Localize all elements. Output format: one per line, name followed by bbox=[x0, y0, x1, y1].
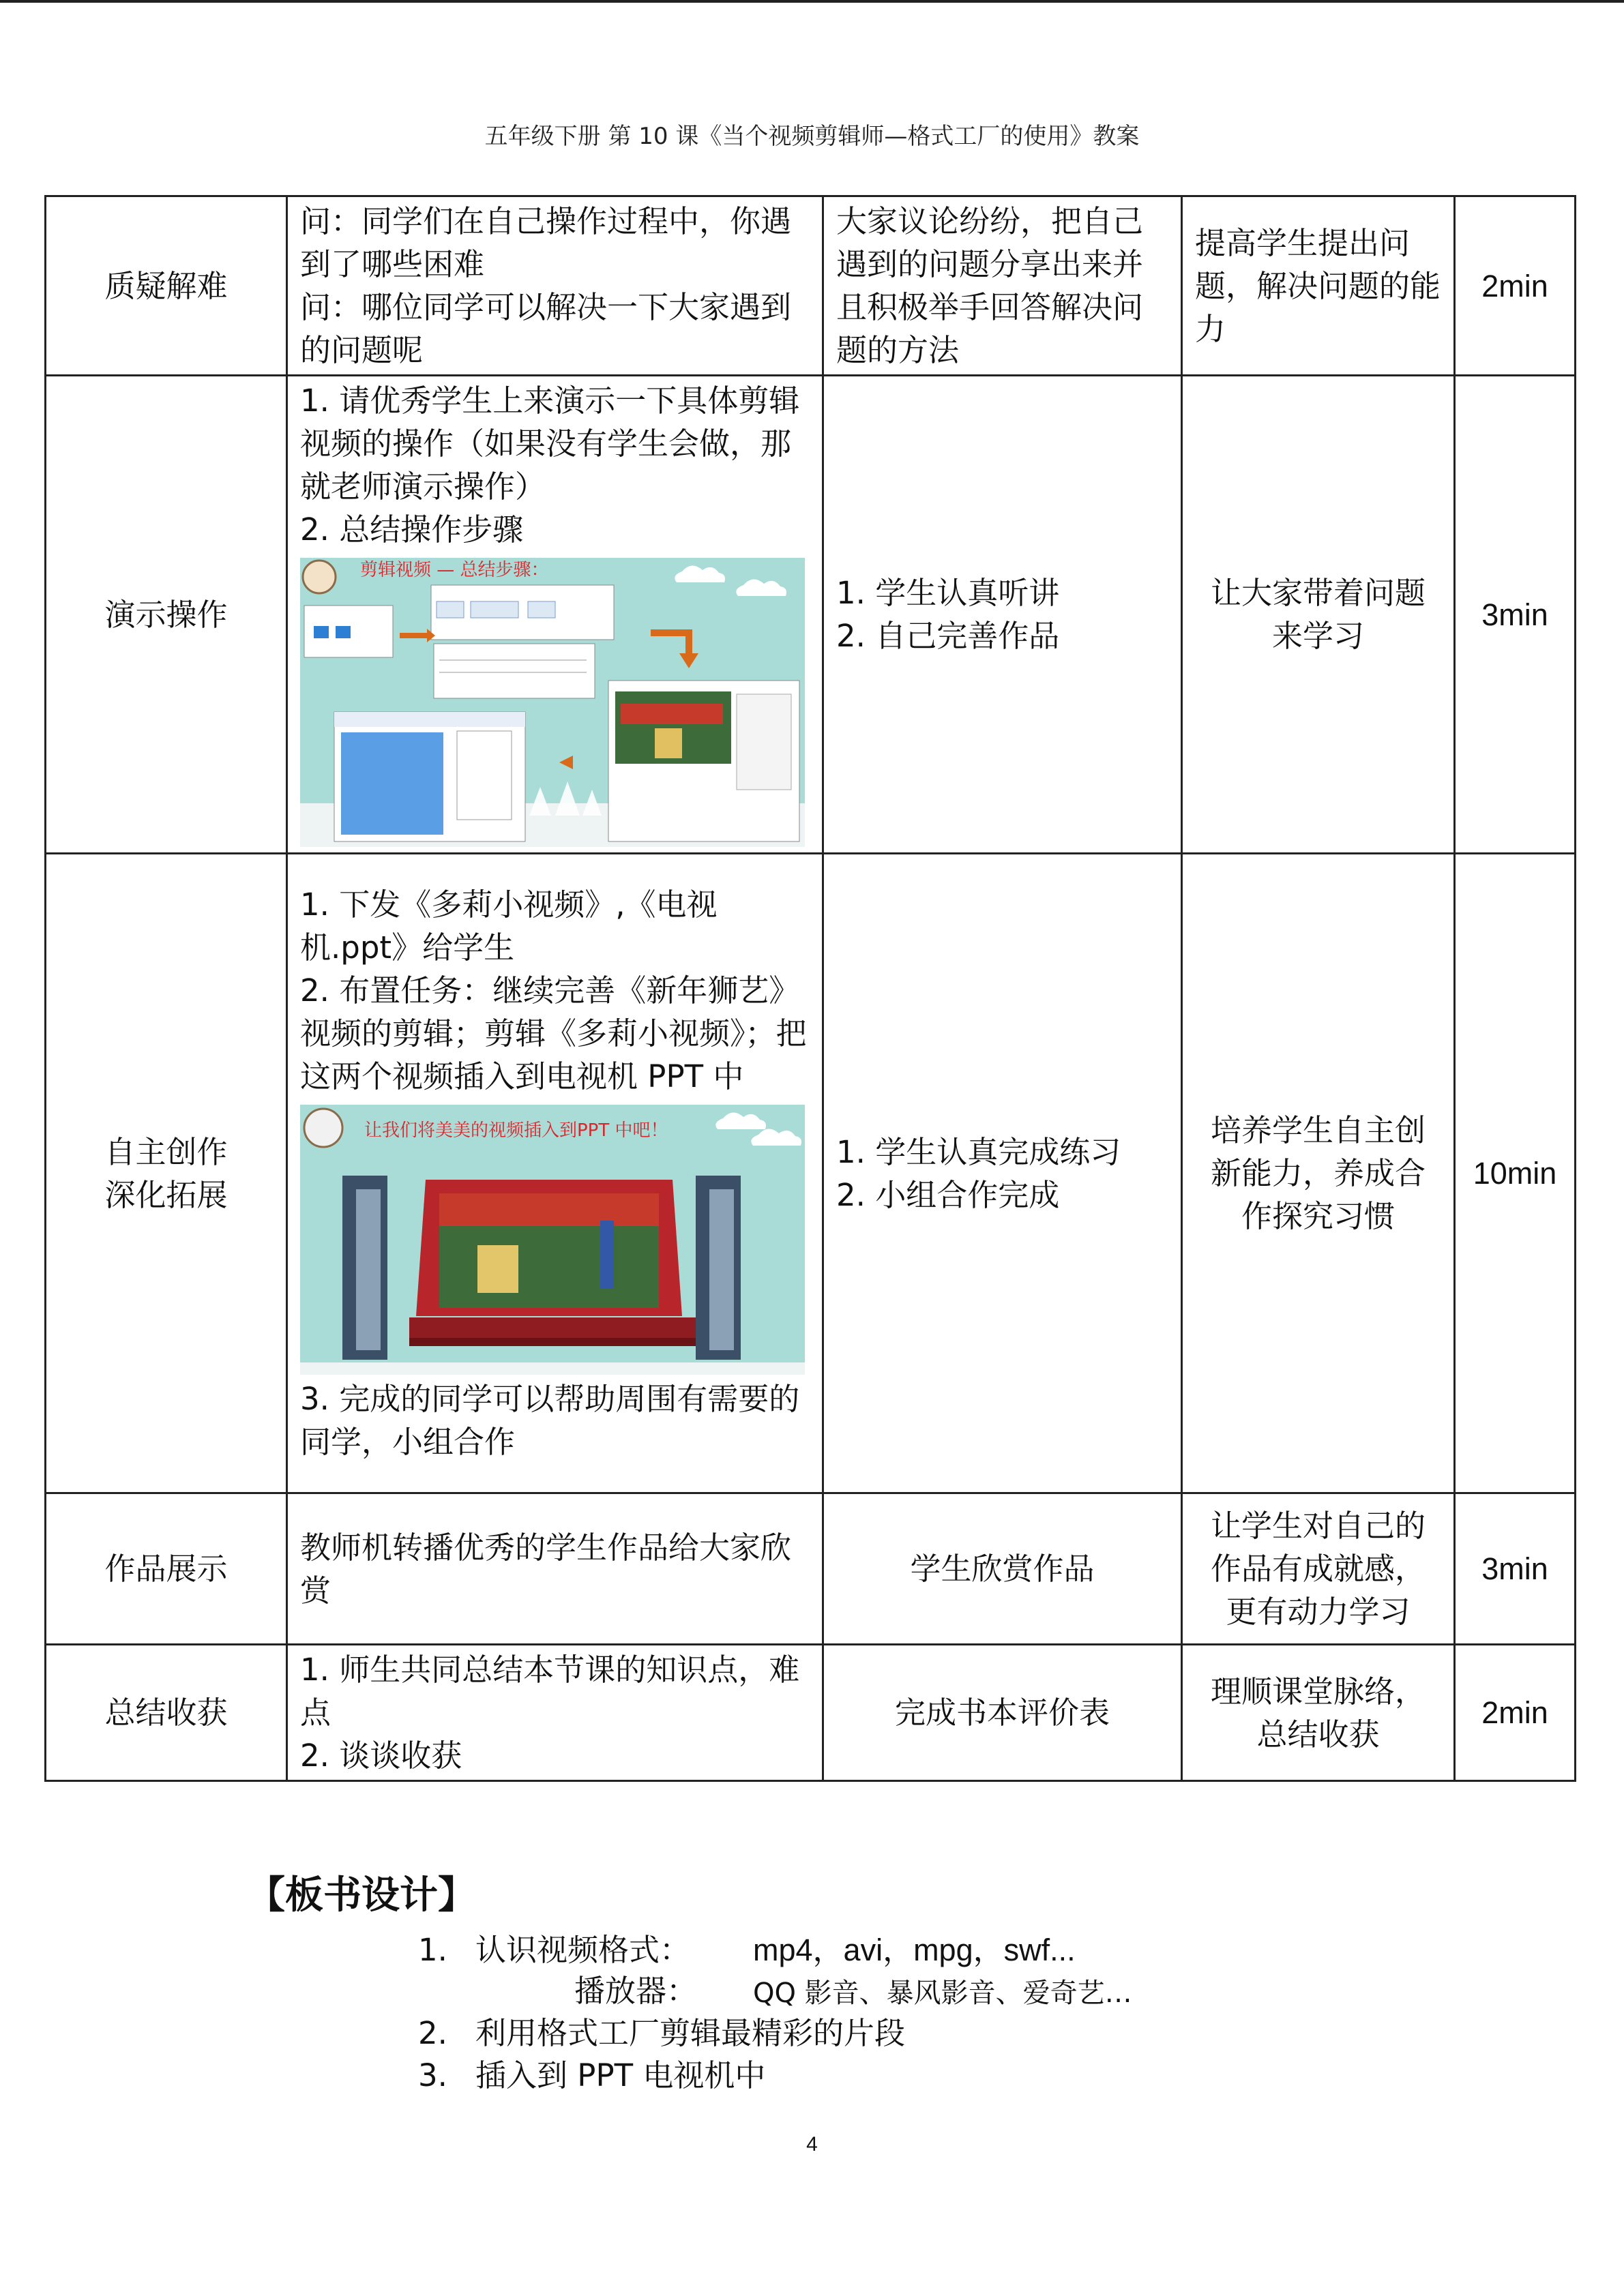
page-top-rule bbox=[0, 0, 1624, 3]
editing-steps-slide-image bbox=[300, 558, 805, 847]
purpose-cell: 让学生对自己的 作品有成就感， 更有动力学习 bbox=[1182, 1493, 1455, 1645]
purpose-cell: 提高学生提出问题，解决问题的能力 bbox=[1182, 196, 1455, 376]
table-row bbox=[46, 196, 1576, 376]
stage-cell: 演示操作 bbox=[46, 376, 287, 854]
table-row bbox=[46, 1645, 1576, 1781]
teacher-activity-cell: 1. 师生共同总结本节课的知识点，难点 2. 谈谈收获 bbox=[287, 1645, 823, 1781]
board-item-value: mp4，avi，mpg，swf... bbox=[753, 1933, 1076, 1967]
slide-illustration bbox=[300, 558, 805, 847]
right-speaker-icon bbox=[696, 1176, 741, 1360]
student-activity-cell: 完成书本评价表 bbox=[823, 1645, 1182, 1781]
board-item-number: 3. bbox=[418, 2057, 447, 2093]
board-item-text: 利用格式工厂剪辑最精彩的片段 bbox=[475, 2015, 906, 2051]
purpose-cell: 让大家带着问题 来学习 bbox=[1182, 376, 1455, 854]
stage-cell: 自主创作 深化拓展 bbox=[46, 854, 287, 1493]
tv-ppt-slide-image bbox=[300, 1105, 805, 1375]
board-item-label: 播放器： bbox=[574, 1973, 698, 2009]
slide-illustration bbox=[300, 1105, 805, 1375]
teacher-activity-cell: 教师机转播优秀的学生作品给大家欣赏 bbox=[287, 1493, 823, 1645]
teacher-activity-cell: 1. 请优秀学生上来演示一下具体剪辑视频的操作（如果没有学生会做，那就老师演示操作） 2. 总结操作步骤 剪辑视频 — 总结步骤： bbox=[287, 376, 823, 854]
board-item-text: 插入到 PPT 电视机中 bbox=[475, 2057, 766, 2093]
page-header: 五年级下册 第 10 课《当个视频剪辑师—格式工厂的使用》教案 bbox=[484, 123, 1140, 150]
student-activity-cell: 学生欣赏作品 bbox=[823, 1493, 1182, 1645]
board-design-title: 【板书设计】 bbox=[247, 1873, 476, 1918]
lesson-plan-table bbox=[44, 195, 1576, 1782]
teacher-activity-cell: 1. 下发《多莉小视频》,《电视机.ppt》给学生 2. 布置任务：继续完善《新年狮艺》视频的剪辑；剪辑《多莉小视频》；把这两个视频插入到电视机 PPT 中 让我们将美美的视频插入到PPT 中吧！ 3. 完成的同学可以帮助周围有需要的同学，小组合作 bbox=[287, 854, 823, 1493]
purpose-cell: 理顺课堂脉络， 总结收获 bbox=[1182, 1645, 1455, 1781]
slide-title: 剪辑视频 — 总结步骤： bbox=[360, 560, 549, 580]
mascot-icon bbox=[304, 1109, 342, 1147]
board-item-label: 认识视频格式： bbox=[475, 1932, 691, 1968]
time-cell: 3min bbox=[1455, 376, 1576, 854]
teacher-activity-cell: 问：同学们在自己操作过程中，你遇到了哪些困难 问：哪位同学可以解决一下大家遇到的问题呢 bbox=[287, 196, 823, 376]
page-number: 4 bbox=[806, 2133, 818, 2156]
tv-icon bbox=[409, 1180, 696, 1346]
slide-title: 让我们将美美的视频插入到PPT 中吧！ bbox=[364, 1120, 668, 1141]
time-cell: 10min bbox=[1455, 854, 1576, 1493]
time-cell: 2min bbox=[1455, 1645, 1576, 1781]
time-cell: 3min bbox=[1455, 1493, 1576, 1645]
purpose-cell: 培养学生自主创 新能力，养成合 作探究习惯 bbox=[1182, 854, 1455, 1493]
stage-cell: 总结收获 bbox=[46, 1645, 287, 1781]
student-activity-cell: 1. 学生认真完成练习 2. 小组合作完成 bbox=[823, 854, 1182, 1493]
time-cell: 2min bbox=[1455, 196, 1576, 376]
student-activity-cell: 1. 学生认真听讲 2. 自己完善作品 bbox=[823, 376, 1182, 854]
stage-cell: 质疑解难 bbox=[46, 196, 287, 376]
table-row bbox=[46, 854, 1576, 1493]
stage-cell: 作品展示 bbox=[46, 1493, 287, 1645]
left-speaker-icon bbox=[342, 1176, 387, 1360]
board-item-number: 1. bbox=[418, 1932, 447, 1968]
mascot-icon bbox=[303, 561, 336, 593]
board-item-number: 2. bbox=[418, 2015, 447, 2051]
board-item-value: QQ 影音、暴风影音、爱奇艺… bbox=[753, 1978, 1132, 2009]
student-activity-cell: 大家议论纷纷，把自己遇到的问题分享出来并且积极举手回答解决问题的方法 bbox=[823, 196, 1182, 376]
table-row bbox=[46, 376, 1576, 854]
table-row bbox=[46, 1493, 1576, 1645]
